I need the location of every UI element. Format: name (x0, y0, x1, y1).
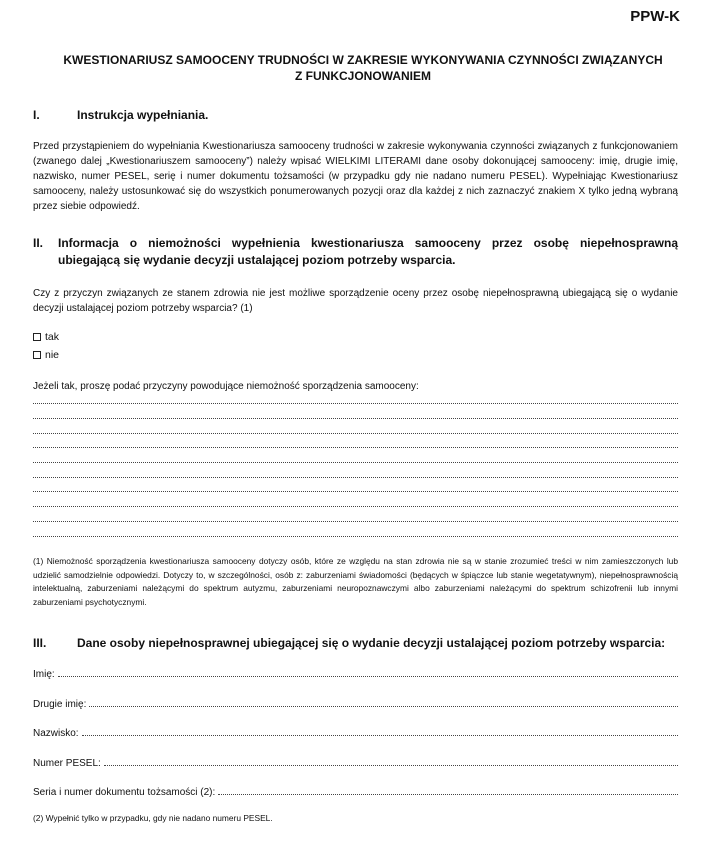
document-title (30, 52, 696, 84)
section-1-title: Instrukcja wypełniania. (77, 108, 209, 122)
title-line-2: Z FUNKCJONOWANIEM (295, 69, 431, 83)
option-yes-label: tak (45, 331, 60, 343)
section-2-question: Czy z przyczyn związanych ze stanem zdrowia nie jest możliwe sporządzenie oceny przez osobę niepełnosprawną ubiegającą się o wydanie decyzji ustalającej poziom potrzeby wsparcia? (1) (33, 288, 678, 314)
reason-line[interactable] (33, 477, 678, 478)
section-1-heading (33, 108, 678, 124)
field-surname-label: Nazwisko: (33, 728, 79, 739)
reason-line[interactable] (33, 462, 678, 463)
option-no-label: nie (45, 349, 60, 361)
option-yes[interactable] (33, 331, 59, 343)
field-second-name-input[interactable] (89, 706, 678, 707)
section-3-number: III. (33, 636, 47, 650)
title-line-1: KWESTIONARIUSZ SAMOOCENY TRUDNOŚCI W ZAKRESIE WYKONYWANIA CZYNNOŚCI ZWIĄZANYCH (63, 53, 663, 67)
reasons-prompt: Jeżeli tak, proszę podać przyczyny powodujące niemożność sporządzenia samooceny: (33, 381, 419, 392)
field-first-name[interactable] (33, 666, 678, 680)
reason-line[interactable] (33, 521, 678, 522)
field-first-name-label: Imię: (33, 669, 55, 680)
section-2-number: II. (33, 236, 44, 250)
field-pesel-input[interactable] (104, 765, 678, 766)
reason-line[interactable] (33, 506, 678, 507)
option-no[interactable] (33, 349, 59, 361)
section-2-title: Informacja o niemożności wypełnienia kwestionariusza samooceny przez osobę niepełnosprawną ubiegającą się wydanie decyzji ustalającej poziom potrzeby wsparcia. (58, 236, 678, 267)
field-id-document-input[interactable] (218, 794, 678, 795)
form-code: PPW-K (630, 8, 680, 25)
instructions-text: Przed przystąpieniem do wypełniania Kwestionariusza samooceny trudności w zakresie wykonywania czynności związanych z funkcjonowaniem (zwanego dalej „Kwestionariuszem samooceny”) należy wpisać WIELKIMI LITERAMI dane osoby dokonującej samooceny: imię, drugie imię, nazwisko, numer PESEL, serię i numer dokumentu tożsamości (w przypadku gdy nie nadano numeru PESEL). Wypełniając Kwestionariusz samooceny, należy ustosunkować się do wszystkich ponumerowanych pozycji oraz dla każdej z nich zaznaczyć znakiem X tylko jedną wybraną przez siebie odpowiedź. (33, 141, 678, 212)
footnote-2: (2) Wypełnić tylko w przypadku, gdy nie nadano numeru PESEL. (33, 813, 273, 823)
section-1-number: I. (33, 108, 40, 122)
field-id-document-label: Seria i numer dokumentu tożsamości (2): (33, 787, 216, 798)
section-3-heading (33, 636, 683, 652)
footnote-1: (1) Niemożność sporządzenia kwestionariusza samooceny dotyczy osób, które ze względu na stan zdrowia nie są w stanie zrozumieć treści w nim zamieszczonych lub udzielić samodzielnie odpowiedzi. Dotyczy to, w szczególności, osób z: zaburzeniami świadomości (będących w śpiączce lub stanie wegetatywnym), niepełnosprawnością intelektualną, zaburzeniami należącymi do spektrum autyzmu, zaburzeniami neuropoznawczymi albo zaburzeniami należącymi do spektrum schizofrenii lub innymi zaburzeniami psychotycznymi. (33, 556, 678, 607)
field-id-document[interactable] (33, 784, 678, 798)
reason-line[interactable] (33, 536, 678, 537)
field-surname[interactable] (33, 725, 678, 739)
field-second-name[interactable] (33, 696, 678, 710)
field-surname-input[interactable] (82, 735, 678, 736)
field-pesel-label: Numer PESEL: (33, 758, 101, 769)
reason-line[interactable] (33, 418, 678, 419)
reason-line[interactable] (33, 403, 678, 404)
field-first-name-input[interactable] (58, 676, 678, 677)
reason-line[interactable] (33, 433, 678, 434)
field-second-name-label: Drugie imię: (33, 699, 87, 710)
checkbox-no[interactable] (33, 351, 41, 359)
section-3-title: Dane osoby niepełnosprawnej ubiegającej się o wydanie decyzji ustalającej poziom potrzeby wsparcia: (77, 636, 666, 650)
checkbox-yes[interactable] (33, 333, 41, 341)
section-2-heading (33, 235, 678, 269)
field-pesel[interactable] (33, 755, 678, 769)
reason-line[interactable] (33, 447, 678, 448)
reason-line[interactable] (33, 491, 678, 492)
